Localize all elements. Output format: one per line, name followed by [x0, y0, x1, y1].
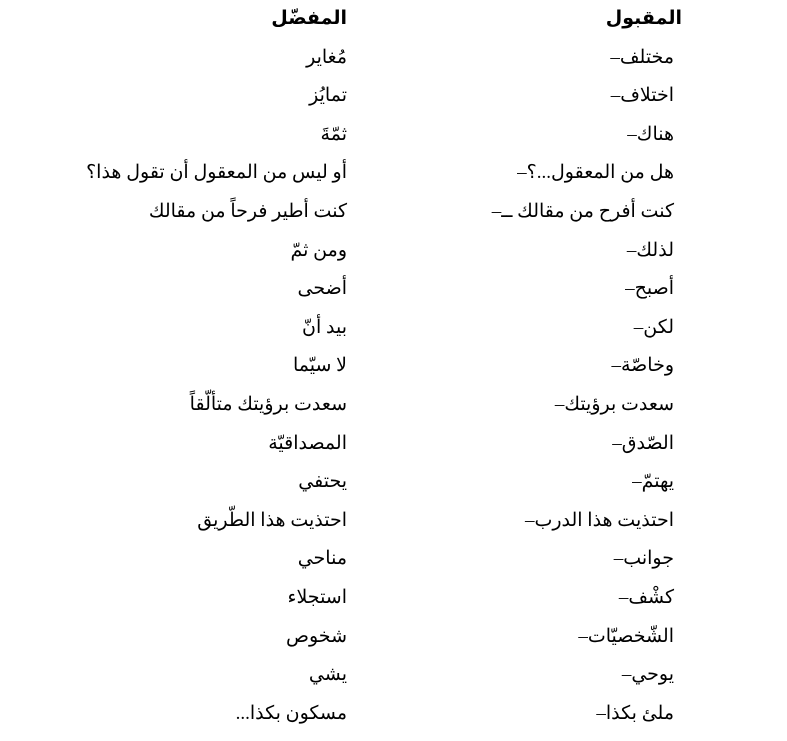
- preferred-item: [17, 540, 347, 579]
- bullet-dash: –: [610, 85, 621, 107]
- preferred-text: يحتفي: [298, 471, 347, 493]
- bullet-dash: –: [612, 432, 622, 454]
- acceptable-text: احتذيت هذا الدرب: [534, 509, 674, 531]
- acceptable-item: [442, 116, 682, 155]
- acceptable-text: يهتمّ: [641, 471, 674, 493]
- acceptable-text: لكن: [643, 316, 674, 338]
- preferred-column: [17, 0, 347, 733]
- preferred-item: [17, 154, 347, 193]
- acceptable-item: [442, 270, 682, 309]
- bullet-dash: –: [632, 471, 642, 493]
- acceptable-item: [442, 695, 682, 734]
- acceptable-item: [442, 77, 682, 116]
- preferred-item: [17, 502, 347, 541]
- bullet-dash: –: [554, 393, 565, 415]
- bullet-dash: –: [627, 123, 637, 145]
- acceptable-text: سعدت برؤيتك: [564, 393, 674, 415]
- acceptable-text: يوحي: [631, 664, 674, 686]
- bullet-dash: –: [596, 702, 606, 724]
- preferred-item: [17, 309, 347, 348]
- acceptable-item: [442, 154, 682, 193]
- acceptable-item: [442, 579, 682, 618]
- preferred-text: مسكون بكذا...: [235, 702, 347, 724]
- preferred-item: [17, 386, 347, 425]
- preferred-item: [17, 695, 347, 734]
- acceptable-item: [442, 232, 682, 271]
- acceptable-item: [442, 309, 682, 348]
- acceptable-item: [442, 656, 682, 695]
- preferred-item: [17, 270, 347, 309]
- acceptable-text: كشْف: [628, 586, 674, 608]
- bullet-dash: –: [625, 278, 635, 300]
- preferred-list: [17, 39, 347, 734]
- bullet-dash: –: [578, 625, 588, 647]
- acceptable-text: أصبح: [634, 278, 674, 300]
- bullet-dash: –: [626, 239, 637, 261]
- preferred-item: [17, 579, 347, 618]
- acceptable-text: هل من المعقول...؟: [526, 162, 674, 184]
- acceptable-text: الصّدق: [621, 432, 674, 454]
- acceptable-text: ملئ بكذا: [605, 702, 674, 724]
- bullet-dash: –: [621, 664, 632, 686]
- preferred-item: [17, 656, 347, 695]
- bullet-dash: –: [517, 162, 527, 184]
- preferred-item: [17, 618, 347, 657]
- acceptable-item: [442, 39, 682, 78]
- preferred-item: [17, 77, 347, 116]
- preferred-item: [17, 116, 347, 155]
- acceptable-text: مختلف: [619, 46, 674, 68]
- preferred-text: بيد أنّ: [302, 316, 347, 338]
- acceptable-text: اختلاف: [620, 85, 674, 107]
- preferred-text: استجلاء: [287, 586, 347, 608]
- bullet-dash: –: [610, 46, 620, 68]
- acceptable-item: [442, 386, 682, 425]
- preferred-item: [17, 425, 347, 464]
- acceptable-header: المقبول: [605, 8, 682, 29]
- preferred-text: المصداقيّة: [268, 432, 347, 454]
- acceptable-list: [442, 39, 682, 734]
- preferred-text: ومن ثمّ: [290, 239, 347, 261]
- preferred-item: [17, 39, 347, 78]
- preferred-text: كنت أطير فرحاً من مقالك: [148, 200, 347, 222]
- preferred-text: مُغاير: [306, 46, 347, 68]
- preferred-item: [17, 193, 347, 232]
- bullet-dash: –: [611, 355, 621, 377]
- preferred-header: المفضّل: [271, 8, 347, 29]
- acceptable-item: [442, 425, 682, 464]
- preferred-text: أضحى: [297, 278, 347, 300]
- acceptable-item: [442, 618, 682, 657]
- preferred-text: تمايُز: [309, 85, 347, 107]
- acceptable-item: [442, 540, 682, 579]
- acceptable-item: [442, 347, 682, 386]
- bullet-dash: –: [613, 548, 624, 570]
- acceptable-text: جوانب: [623, 548, 674, 570]
- acceptable-text: وخاصّة: [620, 355, 674, 377]
- preferred-text: شخوص: [286, 625, 347, 647]
- acceptable-text: لذلك: [636, 239, 674, 261]
- preferred-item: [17, 463, 347, 502]
- acceptable-column: [442, 0, 682, 733]
- acceptable-text: هناك: [636, 123, 674, 145]
- preferred-text: لا سيّما: [292, 355, 347, 377]
- preferred-item: [17, 232, 347, 271]
- bullet-dash: –: [633, 316, 644, 338]
- acceptable-item: [442, 463, 682, 502]
- preferred-text: احتذيت هذا الطّريق: [197, 509, 347, 531]
- acceptable-text: كنت أفرح من مقالك ــ: [501, 200, 674, 222]
- bullet-dash: –: [491, 200, 502, 222]
- acceptable-item: [442, 502, 682, 541]
- bullet-dash: –: [524, 509, 535, 531]
- acceptable-item: [442, 193, 682, 232]
- bullet-dash: –: [618, 586, 629, 608]
- acceptable-text: الشّخصيّات: [587, 625, 674, 647]
- preferred-text: سعدت برؤيتك متألّقاً: [189, 393, 347, 415]
- preferred-item: [17, 347, 347, 386]
- preferred-text: يشي: [308, 664, 347, 686]
- preferred-text: مناحي: [297, 548, 347, 570]
- preferred-text: ثمّةَ: [320, 123, 347, 145]
- preferred-text: أو ليس من المعقول أن تقول هذا؟: [86, 162, 347, 184]
